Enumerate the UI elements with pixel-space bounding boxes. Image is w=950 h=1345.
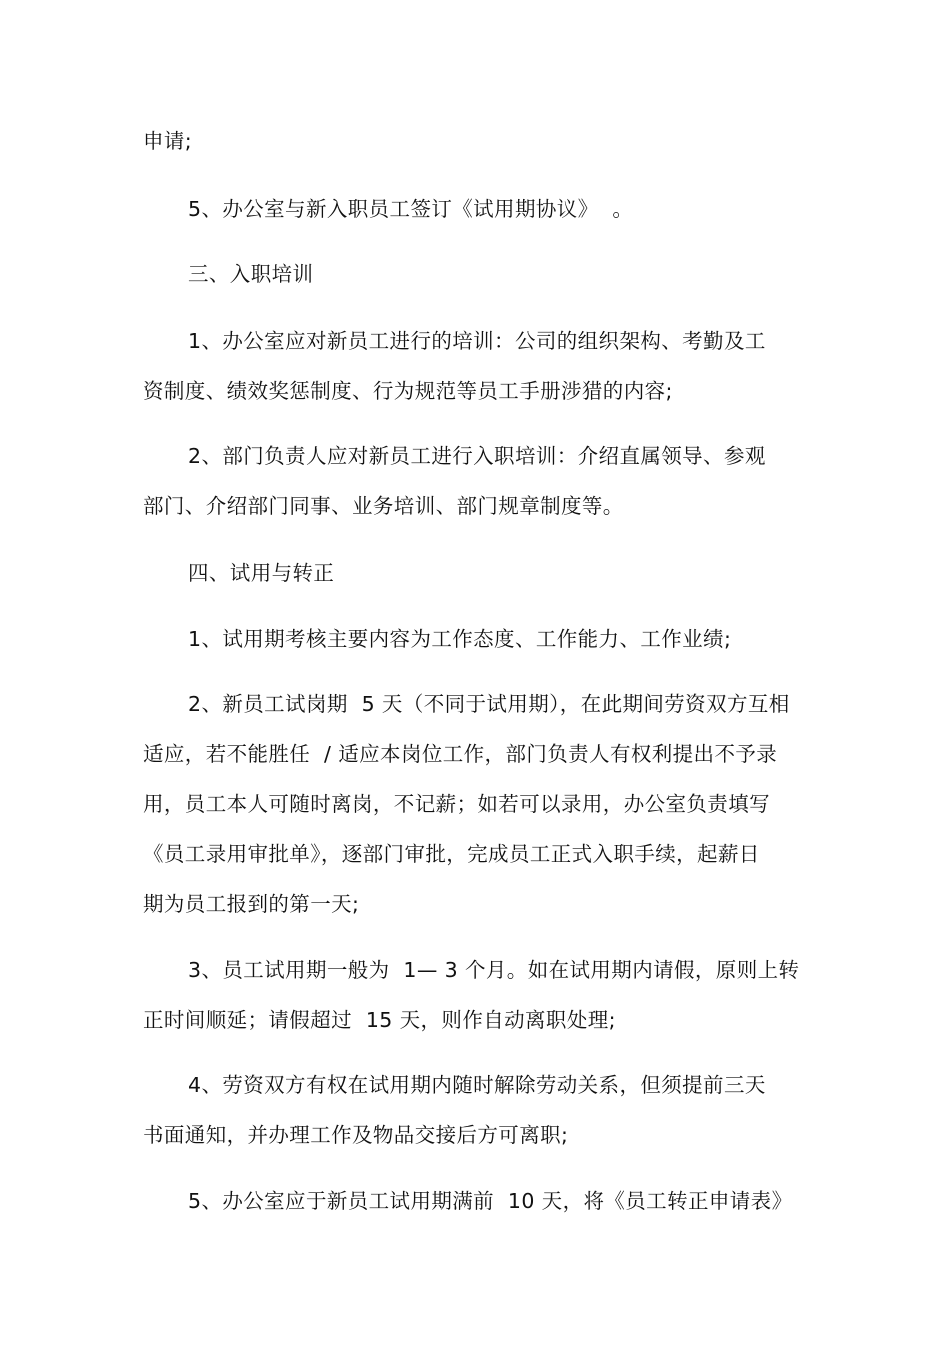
paragraph-line: 5、办公室与新入职员工签订《试用期协议》 。 [188, 197, 634, 221]
paragraph-line: 2、部门负责人应对新员工进行入职培训：介绍直属领导、参观 [188, 444, 766, 468]
paragraph-line: 2、新员工试岗期 5 天（不同于试用期），在此期间劳资双方互相 [188, 692, 790, 716]
paragraph-line: 4、劳资双方有权在试用期内随时解除劳动关系，但须提前三天 [188, 1073, 766, 1097]
paragraph-line: 3、员工试用期一般为 1— 3 个月。如在试用期内请假，原则上转 [188, 958, 800, 982]
paragraph-line: 5、办公室应于新员工试用期满前 10 天，将《员工转正申请表》 [188, 1189, 793, 1213]
section-heading: 三、入职培训 [188, 262, 314, 286]
paragraph-line: 书面通知，并办理工作及物品交接后方可离职; [143, 1123, 569, 1147]
paragraph-line: 适应，若不能胜任 / 适应本岗位工作，部门负责人有权利提出不予录 [143, 742, 778, 766]
paragraph-line: 期为员工报到的第一天; [143, 892, 360, 916]
paragraph-line: 用，员工本人可随时离岗，不记薪；如若可以录用，办公室负责填写 [143, 792, 770, 816]
section-heading: 四、试用与转正 [188, 561, 335, 585]
paragraph-line: 资制度、绩效奖惩制度、行为规范等员工手册涉猎的内容; [143, 379, 673, 403]
paragraph-line: 1、试用期考核主要内容为工作态度、工作能力、工作业绩; [188, 627, 732, 651]
paragraph-line: 部门、介绍部门同事、业务培训、部门规章制度等。 [143, 494, 624, 518]
paragraph-line: 《员工录用审批单》，逐部门审批，完成员工正式入职手续，起薪日 [143, 842, 760, 866]
paragraph-line: 申请; [143, 129, 193, 153]
paragraph-line: 正时间顺延；请假超过 15 天，则作自动离职处理; [143, 1008, 616, 1032]
paragraph-line: 1、办公室应对新员工进行的培训：公司的组织架构、考勤及工 [188, 329, 766, 353]
